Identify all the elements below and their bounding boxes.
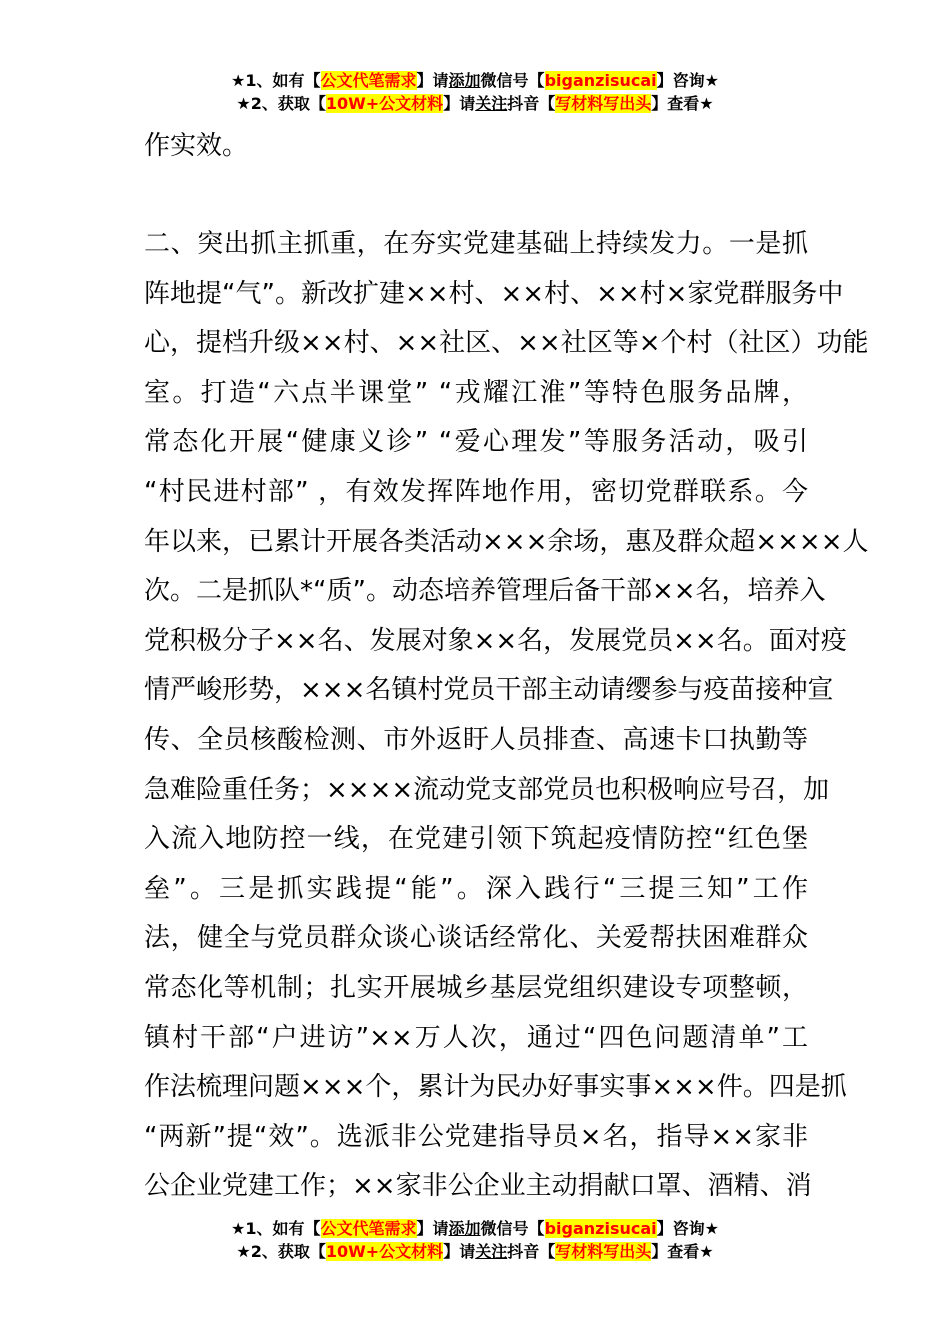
banner-text: 抖音【 (507, 94, 556, 113)
paragraph-line: “两新”提“效”。选派非公党建指导员×名，指导××家非 (144, 1121, 808, 1152)
header-banner (0, 70, 950, 116)
paragraph-line: 二、突出抓主抓重，在夯实党建基础上持续发力。一是抓 (144, 229, 808, 259)
paragraph-line: 入流入地防控一线，在党建引领下筑起疫情防控“红色堡 (144, 824, 808, 855)
banner-text: 抖音【 (507, 1242, 556, 1261)
banner-highlight: 公文代笔需求 (320, 71, 417, 90)
banner-underlined-text: 添加 (448, 71, 481, 90)
banner-text: ★1、如有【 (231, 71, 321, 90)
banner-underlined-text: 关注 (475, 94, 508, 113)
banner-text: 】咨询★ (656, 71, 719, 90)
paragraph-line: 垒”。三是抓实践提“能”。深入践行“三提三知”工作 (144, 873, 808, 904)
banner-text: 】请 (443, 94, 476, 113)
banner-text: 】咨询★ (656, 1219, 719, 1238)
paragraph-line: 阵地提“气”。新改扩建××村、××村、××村×家党群服务中 (144, 278, 844, 309)
banner-underlined-text: 添加 (448, 1219, 481, 1238)
banner-text: 】请 (416, 1219, 449, 1238)
paragraph-line: 公企业党建工作；××家非公企业主动捐献口罩、酒精、消 (144, 1171, 812, 1202)
paragraph-line: “村民进村部” ，有效发挥阵地作用，密切党群联系。今 (144, 476, 808, 507)
paragraph-line: 次。二是抓队*“质”。动态培养管理后备干部××名，培养入 (144, 576, 826, 607)
banner-text: ★1、如有【 (231, 1219, 321, 1238)
banner-text: 】查看★ (651, 94, 714, 113)
banner-highlight: 10W+公文材料 (325, 1242, 444, 1261)
paragraph-line: 镇村干部“户进访”××万人次，通过“四色问题清单”工 (144, 1022, 808, 1053)
banner-underlined-text: 关注 (475, 1242, 508, 1261)
continuation-line: 作实效。 (144, 131, 249, 161)
paragraph-line: 传、全员核酸检测、市外返盱人员排查、高速卡口执勤等 (144, 724, 808, 755)
banner-text: ★2、获取【 (236, 94, 326, 113)
banner-highlight: 10W+公文材料 (325, 94, 444, 113)
paragraph-line: 常态化开展“健康义诊” “爱心理发”等服务活动，吸引 (144, 427, 808, 458)
banner-text: 】请 (416, 71, 449, 90)
paragraph-line: 室。打造“六点半课堂” “戎耀江淮”等特色服务品牌， (144, 377, 808, 408)
paragraph-line: 年以来，已累计开展各类活动×××余场，惠及群众超××××人 (144, 526, 869, 557)
header-banner-line-1 (0, 70, 950, 93)
banner-text: ★2、获取【 (236, 1242, 326, 1261)
banner-wechat-id: biganzisucai (544, 1219, 657, 1238)
continuation-text (144, 122, 808, 172)
banner-text: 微信号【 (480, 71, 545, 90)
banner-douyin-name: 写材料写出头 (555, 94, 652, 113)
footer-banner-line-2 (0, 1241, 950, 1264)
banner-text: 】查看★ (651, 1242, 714, 1261)
paragraph-line: 心，提档升级××村、××社区、××社区等×个村（社区）功能 (144, 328, 869, 359)
paragraph-line: 作法梳理问题×××个，累计为民办好事实事×××件。四是抓 (144, 1072, 847, 1103)
footer-banner (0, 1218, 950, 1264)
paragraph-line: 党积极分子××名、发展对象××名，发展党员××名。面对疫 (144, 625, 847, 656)
banner-wechat-id: biganzisucai (544, 71, 657, 90)
banner-text: 】请 (443, 1242, 476, 1261)
banner-highlight: 公文代笔需求 (320, 1219, 417, 1238)
banner-text: 微信号【 (480, 1219, 545, 1238)
paragraph-line: 法，健全与党员群众谈心谈话经常化、关爱帮扶困难群众 (144, 923, 808, 954)
header-banner-line-2 (0, 93, 950, 116)
main-paragraph (144, 220, 869, 1212)
paragraph-line: 情严峻形势，×××名镇村党员干部主动请缨参与疫苗接种宣 (144, 675, 834, 706)
paragraph-line: 常态化等机制；扎实开展城乡基层党组织建设专项整顿， (144, 972, 808, 1003)
banner-douyin-name: 写材料写出头 (555, 1242, 652, 1261)
paragraph-line: 急难险重任务；××××流动党支部党员也积极响应号召，加 (144, 774, 830, 805)
footer-banner-line-1 (0, 1218, 950, 1241)
